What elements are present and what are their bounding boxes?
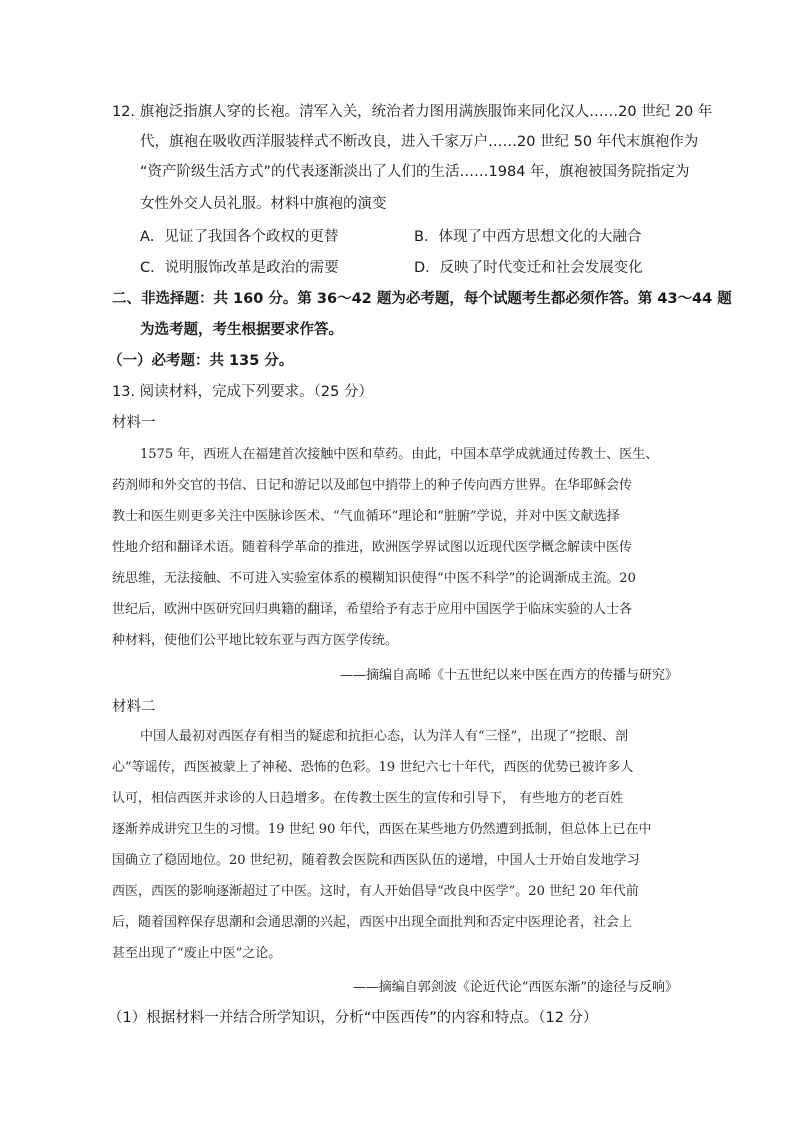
q12-option-d: D．反映了时代变迁和社会发展变化 [414,260,643,276]
material-2-line: 后，随着国粹保存思潮和会通思潮的兴起，西医中出现全面批判和否定中医理论者，社会上 [112,915,633,930]
q12-option-b: B．体现了中西方思想文化的大融合 [414,229,642,245]
material-2-line: 国确立了稳固地位。20 世纪初，随着教会医院和西医队伍的递增，中国人士开始自发地学习 [112,853,640,868]
section-2-heading-line-2: 为选考题，考生根据要求作答。 [140,322,343,338]
material-1-line: 世纪后，欧洲中医研究回归典籍的翻译，希望给予有志于应用中国医学于临床实验的人士各 [112,602,633,617]
q12-line-2: 代，旗袍在吸收西洋服装样式不断改良，进入千家万户……20 世纪 50 年代末旗袍作为 [140,134,699,150]
material-2-line: 甚至出现了“废止中医”之论。 [112,946,282,961]
material-2-line: 心”等谣传，西医被蒙上了神秘、恐怖的色彩。19 世纪六七十年代，西医的优势已被许多人 [112,760,634,775]
material-1-line: 药剂师和外交官的书信、日记和游记以及邮包中捎带上的种子传向西方世界。在华耶稣会传 [112,478,633,493]
material-2-line: 认可，相信西医并求诊的人日趋增多。在传教士医生的宣传和引导下， 有些地方的老百姓 [112,791,624,806]
material-1-line: 性地介绍和翻译术语。随着科学革命的推进，欧洲医学界试图以近现代医学概念解读中医传 [112,540,633,555]
q12-line-1: 12. 旗袍泛指旗人穿的长袍。清军入关，统治者力图用满族服饰来同化汉人……20 世纪 20 年 [112,104,713,120]
q13-prompt: 13. 阅读材料，完成下列要求。（25 分） [112,384,373,400]
q12-option-c: C．说明服饰改革是政治的需要 [140,260,339,276]
required-questions-heading: （一）必考题：共 135 分。 [108,353,294,369]
material-2-line: 西医，西医的影响逐渐超过了中医。这时，有人开始倡导“改良中医学”。20 世纪 20 年代前 [112,884,639,899]
q12-option-a: A．见证了我国各个政权的更替 [140,229,339,245]
material-2-source: ——摘编自郭剑波《论近代论“西医东渐”的途径与反响》 [352,980,678,995]
material-1-source: ——摘编自高晞《十五世纪以来中医在西方的传播与研究》 [339,668,678,683]
material-2-line: 逐渐养成讲究卫生的习惯。19 世纪 90 年代，西医在某些地方仍然遭到抵制，但总体上已在中 [112,822,652,837]
material-1-line: 种材料，使他们公平地比较东亚与西方医学传统。 [112,633,399,648]
material-2-line: 中国人最初对西医存有相当的疑虑和抗拒心态，认为洋人有“三怪”，出现了“挖眼、剖 [140,729,628,744]
material-1-line: 统思维，无法接触、不可进入实验室体系的模糊知识使得“中医不科学”的论调渐成主流。20 [112,571,636,586]
q12-line-4: 女性外交人员礼服。材料中旗袍的演变 [140,196,387,212]
material-2-heading: 材料二 [112,699,156,715]
material-1-line: 1575 年，西班人在福建首次接触中医和草药。由此，中国本草学成就通过传教士、医生、 [140,447,659,462]
section-2-heading-line-1: 二、非选择题：共 160 分。第 36～42 题为必考题，每个试题考生都必须作答。第 43～44 题 [112,291,732,307]
material-1-heading: 材料一 [112,415,156,431]
q13-subquestion-1: （1）根据材料一并结合所学知识，分析“中医西传”的内容和特点。（12 分） [108,1010,598,1026]
material-1-line: 教士和医生则更多关注中医脉诊医术、“气血循环”理论和“脏腑”学说，并对中医文献选择 [112,509,620,524]
q12-line-3: “资产阶级生活方式”的代表逐渐淡出了人们的生活……1984 年，旗袍被国务院指定为 [140,164,690,180]
